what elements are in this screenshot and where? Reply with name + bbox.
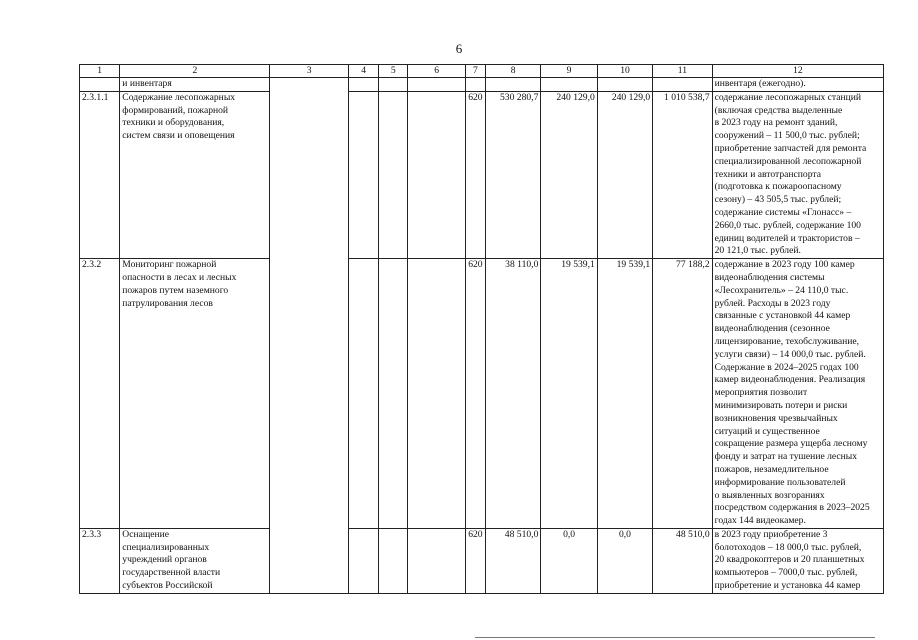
page-number: 6 xyxy=(455,41,463,56)
name-cell: и инвентаря xyxy=(120,78,270,92)
header-cell: 9 xyxy=(541,65,597,78)
kvr-cell: 620 xyxy=(465,259,485,529)
amount-2025-cell: 0,0 xyxy=(597,528,652,593)
cell xyxy=(379,259,408,529)
code-cell xyxy=(80,78,120,92)
note-line: минимизировать потери и риски xyxy=(714,399,848,411)
note-line: сезону) – 43 505,5 тыс. рублей; xyxy=(714,194,842,206)
note-line: содержание в 2023 году 100 камер xyxy=(714,259,855,271)
amount-2025-cell: 240 129,0 xyxy=(597,91,652,258)
name-line: специализированных xyxy=(122,541,210,553)
amount-2025-cell: 19 539,1 xyxy=(597,259,652,529)
name-cell xyxy=(120,528,270,593)
name-line: патрулирования лесов xyxy=(122,297,213,309)
cell xyxy=(485,78,540,92)
header-cell: 4 xyxy=(348,65,378,78)
note-line: информирование пользователей xyxy=(714,476,846,488)
name-line: Содержание лесопожарных xyxy=(122,91,236,103)
header-cell: 6 xyxy=(408,65,465,78)
note-line: (подготовка к пожароопасному xyxy=(714,181,842,193)
name-line: формирований, пожарной xyxy=(122,104,229,116)
note-line: техники и автотранспорта xyxy=(714,168,821,180)
responsible-cell xyxy=(270,78,349,594)
note-cell xyxy=(712,259,883,529)
note-cell xyxy=(712,528,883,593)
header-cell: 5 xyxy=(379,65,408,78)
note-line: 2660,0 тыс. рублей, содержание 100 xyxy=(714,219,861,231)
name-line: учреждений органов xyxy=(122,554,207,566)
table-row xyxy=(80,259,884,529)
note-line: видеонаблюдения (сезонное xyxy=(714,323,830,335)
note-line: возникновения чрезвычайных xyxy=(714,412,838,424)
note-line: в 2023 году на ремонт зданий, xyxy=(714,117,838,129)
note-line: сокращение размера ущерба лесному xyxy=(714,438,868,450)
note-line: сооружений – 11 500,0 тыс. рублей; xyxy=(714,130,860,142)
cell xyxy=(408,78,465,92)
cell xyxy=(597,78,652,92)
table-row xyxy=(80,528,884,593)
scan-edge-line xyxy=(475,637,875,638)
note-line: лицензирование, техобслуживание, xyxy=(714,335,860,347)
name-line: опасности в лесах и лесных xyxy=(122,271,237,283)
name-cell xyxy=(120,91,270,258)
note-line: мероприятия позволит xyxy=(714,387,808,399)
note-line: «Лесохранитель» – 24 110,0 тыс. xyxy=(714,284,849,296)
name-cell xyxy=(120,259,270,529)
header-cell: 1 xyxy=(80,65,120,78)
cell xyxy=(379,78,408,92)
column-number-row xyxy=(80,65,884,78)
amount-2024-cell: 0,0 xyxy=(541,528,597,593)
name-line: пожаров путем наземного xyxy=(122,284,229,296)
header-cell: 2 xyxy=(120,65,270,78)
name-line: Мониторинг пожарной xyxy=(122,259,217,271)
header-cell: 3 xyxy=(270,65,349,78)
name-line: Оснащение xyxy=(122,528,170,540)
note-line: единиц водителей и трактористов – xyxy=(714,232,860,244)
cell xyxy=(653,78,712,92)
note-line: годах 144 видеокамер. xyxy=(714,515,806,527)
note-line: в 2023 году приобретение 3 xyxy=(714,528,828,540)
header-cell: 8 xyxy=(485,65,540,78)
note-line: Содержание в 2024–2025 годах 100 xyxy=(714,361,859,373)
cell xyxy=(348,78,378,92)
note-line: ситуаций и существенное xyxy=(714,425,820,437)
amount-2023-cell: 48 510,0 xyxy=(485,528,540,593)
cell xyxy=(408,91,465,258)
note-line: специализированной лесопожарной xyxy=(714,155,862,167)
note-line: содержание лесопожарных станций xyxy=(714,91,862,103)
note-line: компьютеров – 7000,0 тыс. рублей, xyxy=(714,567,858,579)
cell xyxy=(465,78,485,92)
amount-2024-cell: 19 539,1 xyxy=(541,259,597,529)
name-line: систем связи и оповещения xyxy=(122,130,235,142)
note-line: содержание системы «Глонасс» – xyxy=(714,206,852,218)
cell xyxy=(348,528,378,593)
header-cell: 11 xyxy=(653,65,712,78)
note-line: фонду и затрат на тушение лесных xyxy=(714,451,858,463)
note-line: пожаров, незамедлительное xyxy=(714,463,829,475)
note-line: услуги связи) – 14 000,0 тыс. рублей. xyxy=(714,348,866,360)
amount-total-cell: 48 510,0 xyxy=(653,528,712,593)
amount-total-cell: 1 010 538,7 xyxy=(653,91,712,258)
cell xyxy=(408,259,465,529)
amount-2024-cell: 240 129,0 xyxy=(541,91,597,258)
header-cell: 12 xyxy=(712,65,883,78)
name-line: техники и оборудования, xyxy=(122,117,225,129)
note-line: приобретение и установка 44 камер xyxy=(714,580,861,592)
header-cell: 7 xyxy=(465,65,485,78)
code-cell: 2.3.3 xyxy=(80,528,120,593)
cell xyxy=(408,528,465,593)
note-line: (включая средства выделенные xyxy=(714,104,843,116)
cell xyxy=(348,259,378,529)
note-cell: инвентаря (ежегодно). xyxy=(712,78,883,92)
name-line: субъектов Российской xyxy=(122,580,213,592)
amount-total-cell: 77 188,2 xyxy=(653,259,712,529)
cell xyxy=(379,91,408,258)
amount-2023-cell: 530 280,7 xyxy=(485,91,540,258)
note-line: рублей. Расходы в 2023 году xyxy=(714,297,831,309)
note-cell xyxy=(712,91,883,258)
note-line: связанные с установкой 44 камер xyxy=(714,310,851,322)
header-cell: 10 xyxy=(597,65,652,78)
note-line: 20 121,0 тыс. рублей. xyxy=(714,245,801,257)
note-line: посредством содержания в 2023–2025 xyxy=(714,502,870,514)
note-line: камер видеонаблюдения. Реализация xyxy=(714,374,866,386)
note-line: видеонаблюдения системы xyxy=(714,271,825,283)
table-row xyxy=(80,91,884,258)
cell xyxy=(348,91,378,258)
cell xyxy=(541,78,597,92)
note-line: 20 квадрокоптеров и 20 планшетных xyxy=(714,554,865,566)
cell xyxy=(379,528,408,593)
kvr-cell: 620 xyxy=(465,91,485,258)
amount-2023-cell: 38 110,0 xyxy=(485,259,540,529)
note-line: приобретение запчастей для ремонта xyxy=(714,142,867,154)
note-line: о выявленных возгораниях xyxy=(714,489,825,501)
name-line: государственной власти xyxy=(122,567,221,579)
code-cell: 2.3.1.1 xyxy=(80,91,120,258)
kvr-cell: 620 xyxy=(465,528,485,593)
program-table xyxy=(79,64,884,594)
continuation-row xyxy=(80,78,884,92)
note-line: болотоходов – 18 000,0 тыс. рублей, xyxy=(714,541,862,553)
code-cell: 2.3.2 xyxy=(80,259,120,529)
